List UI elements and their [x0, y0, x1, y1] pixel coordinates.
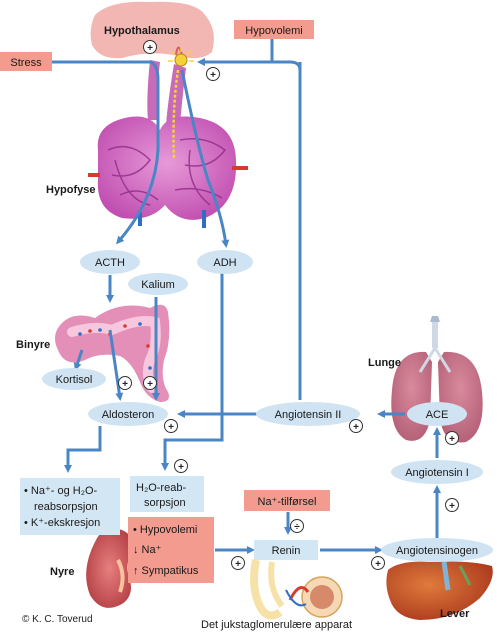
pill-kalium [128, 273, 188, 295]
pill-acth [80, 250, 140, 274]
natilforsel-label: Na⁺-tilførsel [257, 496, 317, 508]
plus-hypothalamus [144, 41, 157, 55]
svg-text:+: + [353, 422, 359, 433]
copyright: © K. C. Toverud [22, 614, 93, 625]
plus-kalium [144, 377, 157, 391]
plus-angiotensin-ii [350, 420, 363, 434]
arrow-angiotensin-up [272, 62, 300, 400]
angiotensin-i-label: Angiotensin I [405, 467, 469, 479]
svg-text:+: + [235, 559, 241, 570]
aldosteron-label: Aldosteron [101, 409, 155, 421]
pituitary-illustration [88, 60, 248, 228]
plus-kortisol [119, 377, 132, 391]
svg-text:+: + [147, 379, 153, 390]
plus-renin-left [232, 557, 245, 571]
svg-text:+: + [449, 501, 455, 512]
kidney-line2: ↓ Na⁺ [133, 544, 162, 556]
plus-hypovolemi [207, 68, 220, 82]
label-binyre: Binyre [16, 339, 51, 351]
label-hypothalamus: Hypothalamus [104, 25, 180, 37]
kalium-label: Kalium [141, 279, 175, 291]
svg-text:+: + [178, 462, 184, 473]
effects-line2: reabsorpsjon [34, 501, 98, 513]
pill-angiotensin-i [391, 460, 483, 484]
effects-box [20, 478, 120, 535]
h2o-line2: sorpsjon [144, 497, 186, 509]
kidney-line1: • Hypovolemi [133, 524, 198, 536]
hypovolemi-box [234, 20, 314, 39]
juxtaglomerular-illustration [254, 560, 342, 617]
natilforsel-box [244, 490, 330, 511]
kidney-line3: ↑ Sympatikus [133, 565, 199, 577]
plus-ace [446, 432, 459, 446]
svg-text:+: + [122, 379, 128, 390]
plus-angiotensin-i [446, 499, 459, 513]
plusminus-natilforsel [291, 520, 304, 534]
pill-ace [407, 402, 467, 426]
plus-aldosteron [165, 420, 178, 434]
stress-box [0, 52, 52, 71]
stress-label: Stress [10, 57, 42, 69]
pill-angiotensin-ii [256, 402, 360, 426]
pill-kortisol [42, 368, 106, 390]
label-hypofyse: Hypofyse [46, 184, 96, 196]
adh-label: ADH [213, 257, 237, 269]
plus-renin-right [372, 557, 385, 571]
svg-text:+: + [449, 434, 455, 445]
angiotensin-ii-label: Angiotensin II [274, 409, 342, 421]
ace-label: ACE [425, 409, 449, 421]
hypovolemi-label: Hypovolemi [245, 25, 303, 37]
svg-text:+: + [168, 422, 174, 433]
renin-label: Renin [271, 545, 301, 557]
label-lunge: Lunge [368, 357, 401, 369]
svg-text:+: + [147, 43, 153, 54]
arrows [46, 38, 437, 550]
arrow-adh-to-h2o [165, 272, 222, 468]
renin-box [254, 540, 318, 560]
label-nyre: Nyre [50, 566, 75, 578]
effects-line3: • K⁺-ekskresjon [24, 517, 101, 529]
svg-text:+: + [210, 70, 216, 81]
arrow-aldosteron-to-effects [68, 426, 100, 470]
svg-text:÷: ÷ [294, 522, 300, 533]
plus-h2o [175, 460, 188, 474]
acth-label: ACTH [95, 257, 125, 269]
h2o-line1: H₂O-reab- [136, 482, 187, 494]
kidney-illustration [86, 528, 133, 608]
pill-adh [197, 250, 253, 274]
h2o-box [130, 476, 204, 512]
label-juxta: Det jukstaglomerulære apparat [201, 619, 353, 631]
pill-angiotensinogen [381, 538, 493, 562]
kortisol-label: Kortisol [55, 374, 93, 386]
label-lever: Lever [440, 608, 470, 620]
svg-text:+: + [375, 559, 381, 570]
pill-aldosteron [88, 402, 168, 426]
kidney-box [128, 517, 214, 583]
angiotensinogen-label: Angiotensinogen [396, 545, 478, 557]
effects-line1: • Na⁺- og H₂O- [24, 485, 98, 497]
